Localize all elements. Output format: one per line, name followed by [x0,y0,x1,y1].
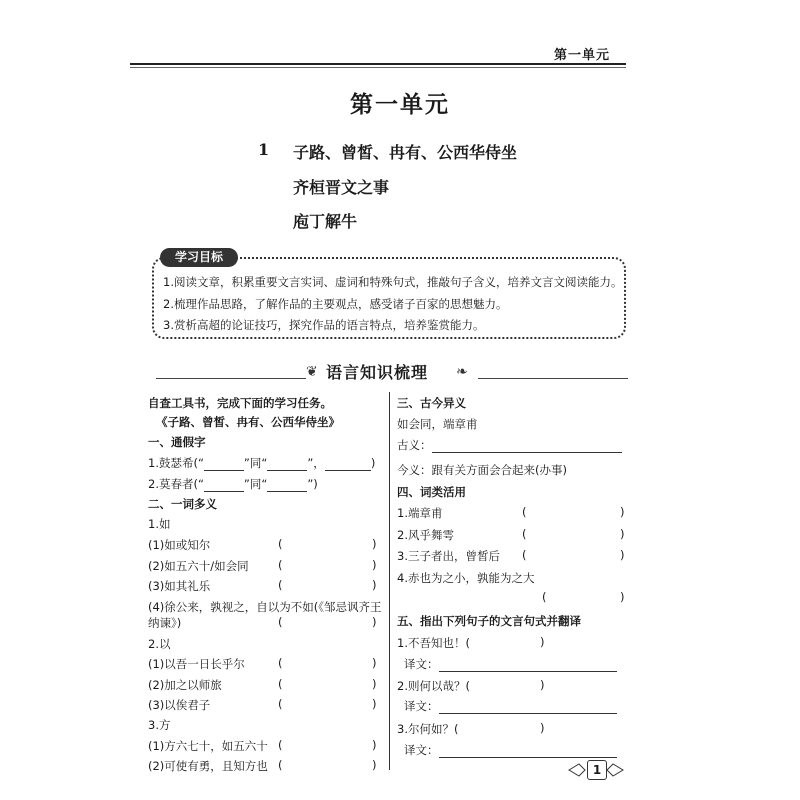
section-polysemy: 二、一词多义 [148,497,217,511]
polysemy-item: (3)如其礼乐 [148,579,211,593]
task-intro: 自查工具书，完成下面的学习任务。 [148,396,332,410]
unit-title: 第一单元 [350,91,450,118]
answer-blank[interactable] [325,470,371,471]
answer-paren-open: ( [278,758,283,772]
lesson-number: 1 [258,140,270,159]
answer-paren-close: ) [620,505,625,519]
goal-item: 2.梳理作品思路，了解作品的主要观点，感受诸子百家的思想魅力。 [163,297,508,311]
answer-paren-close: ) [372,738,377,752]
polysemy-item: (2)如五六十/如会同 [148,559,249,573]
translation-row: 译文： [404,698,617,714]
answer-paren-open: ( [278,738,283,752]
answer-blank[interactable] [204,470,244,471]
cilei-item: 3.三子者出，曾皙后 [397,549,500,563]
gujin-example: 如会同，端章甫 [397,417,478,431]
lesson-title-2: 齐桓晋文之事 [293,178,390,197]
answer-blank[interactable] [267,470,307,471]
answer-paren-open: ( [542,590,547,604]
polysemy-item: (1)以吾一日长乎尔 [148,657,245,671]
jushi-item: 2.则何以哉？( [397,679,470,693]
page-number: 1 [587,760,607,780]
section-rule-right [478,378,628,379]
lesson-title-3: 庖丁解牛 [293,212,358,231]
polysemy-word-fang: 3.方 [148,718,171,732]
answer-paren-open: ( [522,527,527,541]
polysemy-item: (2)加之以师旅 [148,678,222,692]
jushi-item: 1.不吾知也！( [397,636,470,650]
answer-paren-close: ) [540,678,545,692]
header-rule-thin [130,67,626,68]
cilei-item: 4.赤也为之小，孰能为之大 [397,571,535,585]
tongjiazi-q2: 2.莫春者(“ ”同“ ”) [148,477,318,491]
polysemy-item: (2)可使有勇，且知方也 [148,759,268,773]
cilei-item: 2.风乎舞雩 [397,528,454,542]
goal-item: 3.赏析高超的论证技巧，探究作品的语言特点，培养鉴赏能力。 [163,318,485,332]
answer-paren-open: ( [278,537,283,551]
answer-paren-close: ) [620,527,625,541]
answer-paren-open: ( [522,505,527,519]
polysemy-word-ru: 1.如 [148,517,171,531]
polysemy-item: (1)如或知尔 [148,538,211,552]
translation-row: 译文： [404,742,617,758]
polysemy-word-yi: 2.以 [148,637,171,651]
answer-blank[interactable] [432,452,622,453]
jushi-item: 3.尔何如？( [397,722,459,736]
lesson-title-1: 子路、曾皙、冉有、公西华侍坐 [293,143,518,162]
gujin-modern: 今义：跟有关方面会合起来(办事) [397,463,567,477]
answer-paren-open: ( [278,615,283,629]
polysemy-item-cont: 纳谏》) [148,616,182,630]
answer-paren-open: ( [278,677,283,691]
answer-paren-close: ) [372,615,377,629]
answer-blank[interactable] [439,713,617,714]
answer-paren-open: ( [278,697,283,711]
answer-paren-close: ) [372,758,377,772]
answer-paren-close: ) [372,677,377,691]
answer-paren-close: ) [540,635,545,649]
polysemy-item: (1)方六七十，如五六十 [148,739,268,753]
tongjiazi-q1: 1.鼓瑟希(“ ”同“ ”， ) [148,456,376,470]
section-tongjiazi: 一、通假字 [148,435,206,449]
answer-paren-close: ) [372,578,377,592]
page-footer [567,760,625,780]
answer-paren-open: ( [278,558,283,572]
answer-blank[interactable] [267,491,307,492]
answer-paren-close: ) [372,697,377,711]
answer-blank[interactable] [439,757,617,758]
answer-paren-close: ) [540,721,545,735]
header-rule [130,63,626,65]
gujin-ancient: 古义： [397,437,622,453]
goal-item: 1.阅读文章，积累重要文言实词、虚词和特殊句式，推敲句子含义，培养文言文阅读能力。 [163,275,623,289]
answer-paren-close: ) [372,558,377,572]
section-title: 语言知识梳理 [326,363,429,382]
ornament-left-icon: ❦ [306,364,318,380]
translation-row: 译文： [404,656,617,672]
answer-paren-close: ) [372,537,377,551]
section-cilei: 四、词类活用 [397,485,466,499]
answer-paren-close: ) [620,590,625,604]
polysemy-item: (3)以俟君子 [148,698,211,712]
ornament-right-icon: ❧ [456,364,468,380]
section-gujin: 三、古今异义 [397,396,466,410]
column-divider [389,392,390,770]
answer-paren-close: ) [372,656,377,670]
answer-paren-open: ( [522,548,527,562]
answer-blank[interactable] [439,671,617,672]
section-rule-left [156,378,306,379]
answer-paren-close: ) [620,548,625,562]
text-subtitle: 《子路、曾皙、冉有、公西华侍坐》 [156,415,340,429]
answer-paren-open: ( [278,578,283,592]
learning-goals-tag: 学习目标 [160,248,238,267]
answer-blank[interactable] [204,491,244,492]
answer-paren-open: ( [278,656,283,670]
polysemy-item: (4)徐公来，孰视之，自以为不如(《邹忌讽齐王 [148,600,382,614]
running-title: 第一单元 [554,48,611,63]
section-jushi: 五、指出下列句子的文言句式并翻译 [397,614,581,628]
cilei-item: 1.端章甫 [397,506,443,520]
